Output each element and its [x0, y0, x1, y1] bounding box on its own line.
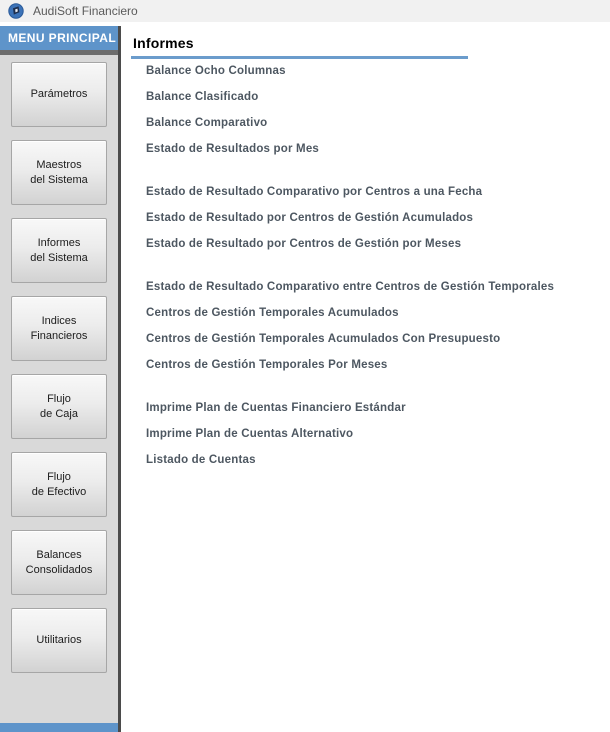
sidebar-button-label: Maestros: [36, 158, 82, 171]
report-link-centros-de-gestion-temporales-por-meses[interactable]: Centros de Gestión Temporales Por Meses: [146, 359, 388, 371]
report-link-estado-de-resultados-por-mes[interactable]: Estado de Resultados por Mes: [146, 143, 320, 155]
report-link-listado-de-cuentas[interactable]: Listado de Cuentas: [146, 454, 256, 466]
report-group: [146, 395, 606, 473]
report-group: [146, 274, 606, 378]
report-link-centros-de-gestion-temporales-acumulados-con-presupuesto[interactable]: Centros de Gestión Temporales Acumulados Con Presupuesto: [146, 333, 501, 345]
report-link-imprime-plan-de-cuentas-financiero-estandar[interactable]: Imprime Plan de Cuentas Financiero Estándar: [146, 402, 406, 414]
report-link-centros-de-gestion-temporales-acumulados[interactable]: Centros de Gestión Temporales Acumulados: [146, 307, 399, 319]
sidebar-button-label: Parámetros: [30, 88, 88, 100]
sidebar-button-label: de Caja: [40, 407, 78, 420]
sidebar-button-flujo-de-efectivo[interactable]: [11, 452, 107, 517]
sidebar-button-label: Consolidados: [25, 563, 93, 576]
sidebar-button-label: Financieros: [30, 329, 88, 342]
sidebar-button-label: de Efectivo: [31, 485, 87, 498]
sidebar-button-label: Utilitarios: [36, 634, 82, 646]
report-group: [146, 179, 606, 257]
sidebar-button-utilitarios[interactable]: [11, 608, 107, 673]
sidebar-button-maestros-del-sistema[interactable]: [11, 140, 107, 205]
window-title: AudiSoft Financiero: [33, 4, 138, 18]
sidebar-button-label: Informes: [37, 236, 81, 249]
report-link-estado-de-resultado-comparativo-por-centros-a-una-fecha[interactable]: Estado de Resultado Comparativo por Centros a una Fecha: [146, 186, 483, 198]
report-link-imprime-plan-de-cuentas-alternativo[interactable]: Imprime Plan de Cuentas Alternativo: [146, 428, 354, 440]
report-list: [146, 58, 606, 490]
sidebar-button-label: Flujo: [47, 470, 71, 483]
sidebar-button-informes-del-sistema[interactable]: [11, 218, 107, 283]
sidebar-button-label: del Sistema: [30, 173, 88, 186]
sidebar: [0, 26, 118, 732]
sidebar-button-indices-financieros[interactable]: [11, 296, 107, 361]
sidebar-button-flujo-de-caja[interactable]: [11, 374, 107, 439]
sidebar-footer-bar: [0, 723, 118, 732]
report-link-estado-de-resultado-por-centros-de-gestion-acumulados[interactable]: Estado de Resultado por Centros de Gestión Acumulados: [146, 212, 474, 224]
page-title: Informes: [133, 35, 194, 51]
sidebar-button-label: Balances: [36, 548, 82, 561]
report-link-estado-de-resultado-comparativo-entre-centros-de-gestion-temporales[interactable]: Estado de Resultado Comparativo entre Centros de Gestión Temporales: [146, 281, 555, 293]
report-group: [146, 58, 606, 162]
report-link-balance-ocho-columnas[interactable]: Balance Ocho Columnas: [146, 65, 286, 77]
sidebar-button-label: del Sistema: [30, 251, 88, 264]
app-logo-icon: [8, 3, 24, 19]
title-bar: [0, 0, 610, 22]
sidebar-button-parametros[interactable]: [11, 62, 107, 127]
sidebar-button-label: Flujo: [47, 392, 71, 405]
report-link-estado-de-resultado-por-centros-de-gestion-por-meses[interactable]: Estado de Resultado por Centros de Gestión por Meses: [146, 238, 462, 250]
sidebar-button-balances-consolidados[interactable]: [11, 530, 107, 595]
report-link-balance-clasificado[interactable]: Balance Clasificado: [146, 91, 259, 103]
report-link-balance-comparativo[interactable]: Balance Comparativo: [146, 117, 268, 129]
main-panel: [121, 22, 610, 732]
sidebar-button-column: [0, 55, 118, 673]
menu-principal-header: MENU PRINCIPAL: [0, 26, 118, 50]
sidebar-button-label: Indices: [41, 314, 77, 327]
